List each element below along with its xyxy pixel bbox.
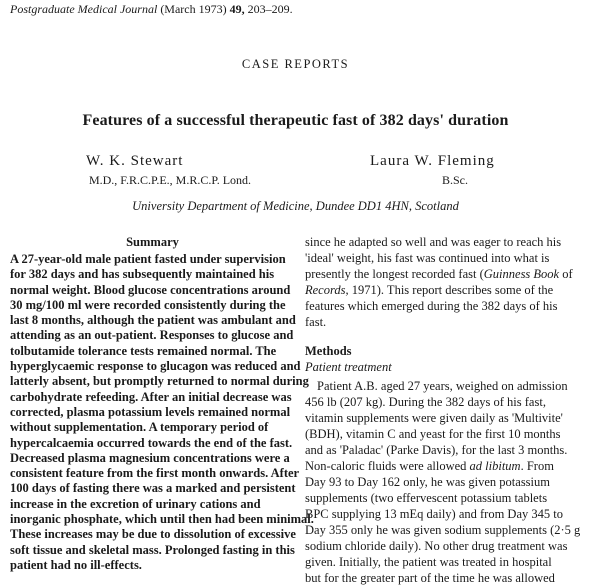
intro-paragraph bbox=[305, 234, 590, 330]
body-line: (BDH), vitamin C and yeast for the first 10 months bbox=[305, 427, 561, 441]
affiliation: University Department of Medicine, Dundee DD1 4HN, Scotland bbox=[132, 199, 459, 213]
methods-heading: Methods bbox=[305, 344, 352, 358]
summary-line: patient had no ill-effects. bbox=[10, 557, 142, 572]
body-line: fast. bbox=[305, 315, 327, 329]
methods-subheading: Patient treatment bbox=[305, 360, 392, 374]
summary-line: consistent feature from the first month onwards. After bbox=[10, 466, 300, 481]
summary-line: hypercalcaemia occurred towards the end of the fast. bbox=[10, 435, 293, 450]
summary-line: increase in the excretion of urinary cations and bbox=[10, 496, 261, 511]
body-text: presently the longest recorded fast ( bbox=[305, 267, 484, 281]
journal-date: (March 1973) bbox=[160, 2, 227, 16]
author-name: W. K. Stewart bbox=[86, 153, 184, 169]
summary-line: last 8 months, although the patient was ambulant and bbox=[10, 313, 296, 328]
author-credentials: M.D., F.R.C.P.E., M.R.C.P. Lond. bbox=[88, 173, 252, 187]
body-text: of bbox=[559, 267, 573, 281]
latin-term: ad libitum bbox=[469, 459, 521, 473]
summary-line: Decreased plasma magnesium concentrations were a bbox=[10, 450, 290, 465]
section-heading: CASE REPORTS bbox=[241, 57, 350, 71]
summary-text bbox=[10, 252, 314, 573]
book-title: Guinness Book bbox=[483, 267, 560, 281]
summary-line: carbohydrate refeeding. After an initial decrease was bbox=[10, 389, 292, 404]
summary-heading: Summary bbox=[126, 235, 179, 249]
journal-volume: 49, bbox=[229, 2, 245, 16]
body-line bbox=[305, 266, 590, 282]
summary-line: 100 days of fasting there was a marked and persistent bbox=[10, 481, 296, 496]
body-line: Day 93 to Day 162 only, he was given potassium bbox=[305, 475, 550, 489]
summary-line: latterly absent, but promptly returned to normal during bbox=[10, 374, 309, 389]
body-line bbox=[305, 458, 590, 474]
summary-column bbox=[10, 235, 314, 573]
body-line: 456 lb (207 kg). During the 382 days of his fast, bbox=[305, 395, 546, 409]
summary-line: attending as an out-patient. Responses to glucose and bbox=[10, 328, 294, 343]
body-line: supplements (two effervescent potassium tablets bbox=[305, 491, 548, 505]
body-line: Day 355 only he was given sodium supplements (2·5 g bbox=[305, 523, 581, 537]
summary-line: 30 mg/100 ml were recorded consistently during the bbox=[10, 297, 286, 312]
summary-line: tolbutamide tolerance tests remained normal. The bbox=[10, 343, 277, 358]
body-line bbox=[305, 282, 590, 298]
author-name: Laura W. Fleming bbox=[370, 153, 495, 169]
body-line: Patient A.B. aged 27 years, weighed on admission bbox=[317, 379, 568, 393]
journal-name: Postgraduate Medical Journal bbox=[10, 2, 158, 16]
summary-line: A 27-year-old male patient fasted under supervision bbox=[10, 252, 286, 266]
body-column bbox=[305, 234, 590, 586]
body-line: vitamin supplements were given daily as 'Multivite' bbox=[305, 411, 563, 425]
summary-line: inorganic phosphate, which until then had been minimal. bbox=[10, 512, 314, 527]
journal-citation bbox=[10, 2, 293, 17]
body-text: 1971). This report describes some of the bbox=[348, 283, 554, 297]
body-line: sodium chloride daily). No other drug treatment was bbox=[305, 539, 568, 553]
summary-line: for 382 days and has subsequently maintained his bbox=[10, 267, 275, 282]
summary-line: normal weight. Blood glucose concentrations around bbox=[10, 282, 291, 297]
methods-paragraph bbox=[305, 378, 590, 586]
body-line: since he adapted so well and was eager to reach his bbox=[305, 235, 562, 249]
body-text: Non-caloric fluids were allowed bbox=[305, 459, 470, 473]
body-line: and as 'Paladac' (Parke Davis), for the last 3 months. bbox=[305, 443, 568, 457]
article-title: Features of a successful therapeutic fast of 382 days' duration bbox=[82, 112, 509, 129]
body-line: features which emerged during the 382 days of his bbox=[305, 299, 558, 313]
summary-line: These increases may be due to dissolution of excessive bbox=[10, 527, 296, 542]
author-credentials: B.Sc. bbox=[441, 173, 468, 187]
body-line: 'ideal' weight, his fast was continued into what is bbox=[305, 251, 550, 265]
body-line: given. Initially, the patient was treated in hospital bbox=[305, 555, 552, 569]
summary-line: corrected, plasma potassium levels remained normal bbox=[10, 404, 291, 419]
summary-line: soft tissue and skeletal mass. Prolonged fasting in this bbox=[10, 542, 295, 557]
book-title: Records, bbox=[305, 283, 349, 297]
body-text: . From bbox=[520, 459, 554, 473]
body-line: BPC supplying 13 mEq daily) and from Day 345 to bbox=[305, 507, 563, 521]
body-line: but for the greater part of the time he was allowed bbox=[305, 571, 555, 585]
journal-pages: 203–209. bbox=[247, 2, 293, 16]
summary-line: without supplementation. A temporary period of bbox=[10, 420, 269, 435]
summary-line: hyperglycaemic response to glucagon was reduced and bbox=[10, 359, 301, 374]
